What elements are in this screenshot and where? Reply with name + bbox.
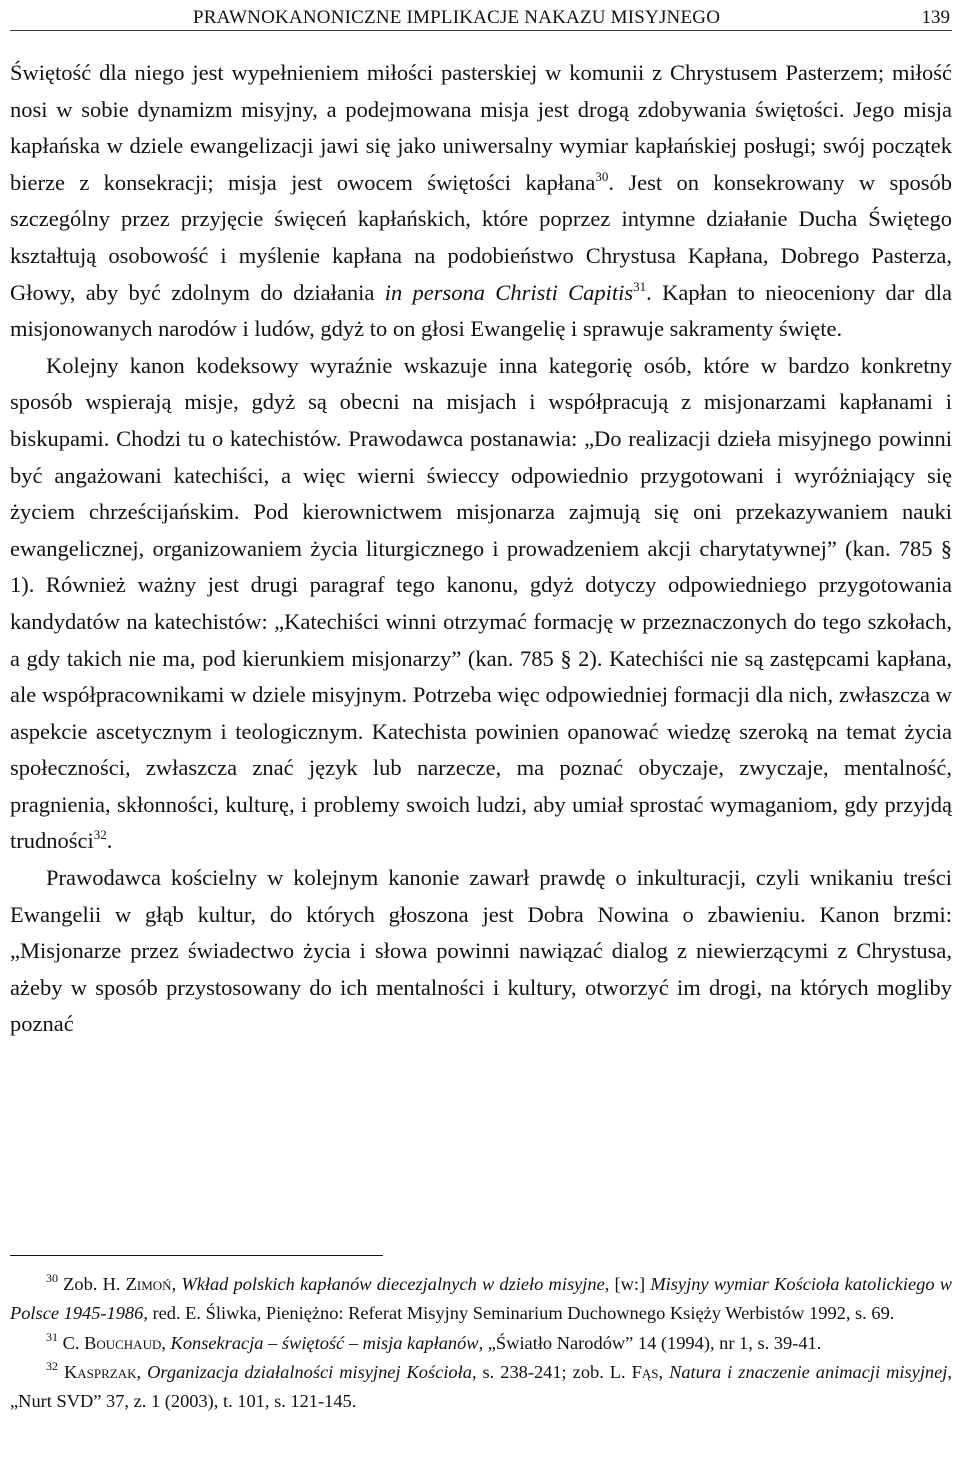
- paragraph-2-text-a: Kolejny kanon kodeksowy wyraźnie wskazuje inna kategorię osób, które w bardzo konkretny sposób wspierają misje, gdyż są obecni na misjach i współpracują z misjonarzami kapłanami i biskupami. Chodzi tu o katechistów. Prawodawca postanawia: „Do realizacji dzieła misyjnego powinni być angażowani katechiści, a więc wierni świeccy odpowiednio przygotowani i wyróżniający się życiem chrześcijańskim. Pod kierownictwem misjonarza zajmują się oni przekazywaniem nauki ewangelicznej, organizowaniem życia liturgicznego i prowadzeniem akcji charytatywnej” (kan. 785 § 1). Również ważny jest drugi paragraf tego kanonu, gdyż dotyczy odpowiedniego przygotowania kandydatów na katechistów: „Katechiści winni otrzymać formację w przeznaczonych do tego szkołach, a gdy takich nie ma, pod kierunkiem misjonarzy” (kan. 785 § 2). Katechiści nie są zastępcami kapłana, ale współpracownikami w dziele misyjnym. Potrzeba więc odpowiedniej formacji dla nich, zwłaszcza w aspekcie ascetycznym i teologicznym. Katechista powinien opanować wiedzę szeroką na temat życia społeczności, zwłaszcza znać język lub narzecze, ma poznać obyczaje, zwyczaje, mentalność, pragnienia, skłonności, kulturę, i problemy swoich ludzi, aby umiał sprostać wymaganiom, gdy przyjdą trudności: [10, 352, 952, 854]
- main-text: [10, 55, 952, 1043]
- paragraph-1-text-b: . Jest on konsekrowany w sposób szczególny przez przyjęcie święceń kapłańskich, które poprzez intymne działanie Ducha Świętego kształtują osobowość i myślenie kapłana na podobieństwo Chrystusa Kapłana, Dobrego Pasterza, Głowy, aby być zdolnym do działania: [10, 169, 952, 305]
- footnotes: [10, 1270, 952, 1416]
- footnote-text: , s. 238-241; zob. L.: [471, 1361, 632, 1382]
- author-initial: K: [64, 1361, 78, 1382]
- footnote-text: ,: [658, 1361, 670, 1382]
- footnote-31: [10, 1329, 952, 1358]
- footnote-30: [10, 1270, 952, 1329]
- work-title: Natura i znaczenie animacji misyjnej: [669, 1361, 948, 1382]
- running-header: [10, 6, 952, 31]
- work-title: Misyjny wymiar Kościoła katolickiego w Polsce 1945-1986: [10, 1274, 953, 1324]
- work-title: Wkład polskich kapłanów diecezjalnych w dzieło misyjne: [181, 1274, 605, 1294]
- footnote-32: [10, 1358, 952, 1417]
- author-initial: F: [631, 1361, 642, 1382]
- footnote-text: C.: [58, 1332, 85, 1353]
- footnote-text: , „Nurt SVD” 37, z. 1 (2003), t. 101, s. 121-145.: [10, 1361, 953, 1412]
- author-small-caps: asprzak: [77, 1361, 137, 1382]
- paragraph-2-text-b: .: [106, 828, 113, 854]
- paragraph-2: [10, 348, 952, 860]
- paragraph-1-text-c: . Kapłan to nieoceniony dar dla misjonowanych narodów i ludów, gdyż to on głosi Ewangelię i sprawuje sakramenty święte.: [10, 279, 953, 342]
- footnote-text: , „Światło Narodów” 14 (1994), nr 1, s. 39-41.: [478, 1332, 822, 1353]
- footnote-text: Zob. H.: [58, 1274, 126, 1294]
- author-initial: Z: [125, 1274, 137, 1294]
- paragraph-1-text-a: Świętość dla niego jest wypełnieniem miłości pasterskiej w komunii z Chrystusem Pasterzem; miłość nosi w sobie dynamizm misyjny, a podejmowana misja jest drogą zdobywania świętości. Jego misja kapłańska w dziele ewangelizacji jawi się jako uniwersalny wymiar kapłańskiej posługi; swój początek bierze z konsekracji; misja jest owocem świętości kapłana: [10, 60, 952, 195]
- latin-phrase: in persona Christi Capitis: [384, 279, 634, 305]
- author-small-caps: ouchaud: [96, 1332, 162, 1353]
- footnote-text: , red. E. Śliwka, Pieniężno: Referat Misyjny Seminarium Duchownego Księży Werbistów 1992, s. 69.: [143, 1303, 895, 1324]
- author-small-caps: ąs: [641, 1361, 659, 1382]
- author-initial: B: [84, 1332, 97, 1353]
- footnote-number: 30: [46, 1271, 58, 1285]
- paragraph-3: Prawodawca kościelny w kolejnym kanonie zawarł prawdę o inkulturacji, czyli wnikaniu treści Ewangelii w głąb kultur, do których głoszona jest Dobra Nowina o zbawieniu. Kanon brzmi: „Misjonarze przez świadectwo życia i słowa powinni nawiązać dialog z niewierzącymi z Chrystusa, ażeby w sposób przystosowany do ich mentalności i kultury, otworzyć im drogi, na których mogliby poznać: [10, 865, 952, 1037]
- footnote-text: ,: [161, 1332, 171, 1353]
- footnote-text: , [w:]: [604, 1274, 651, 1294]
- footnote-ref-32[interactable]: 32: [93, 827, 107, 843]
- footnote-number: 31: [46, 1329, 58, 1344]
- footnote-ref-30[interactable]: 30: [595, 168, 609, 184]
- footnote-text: ,: [136, 1361, 148, 1382]
- footnote-ref-31[interactable]: 31: [633, 278, 647, 294]
- author-small-caps: imoń: [136, 1274, 172, 1294]
- work-title: Konsekracja – świętość – misja kapłanów: [170, 1332, 479, 1353]
- footnote-text: ,: [171, 1274, 182, 1294]
- paragraph-1: [10, 55, 952, 348]
- footnote-separator: [10, 1255, 383, 1256]
- footnote-number: 32: [46, 1358, 58, 1373]
- page-number: 139: [921, 7, 950, 28]
- running-title: PRAWNOKANONICZNE IMPLIKACJE NAKAZU MISYJNEGO: [193, 7, 721, 28]
- work-title: Organizacja działalności misyjnej Kościoła: [147, 1361, 472, 1382]
